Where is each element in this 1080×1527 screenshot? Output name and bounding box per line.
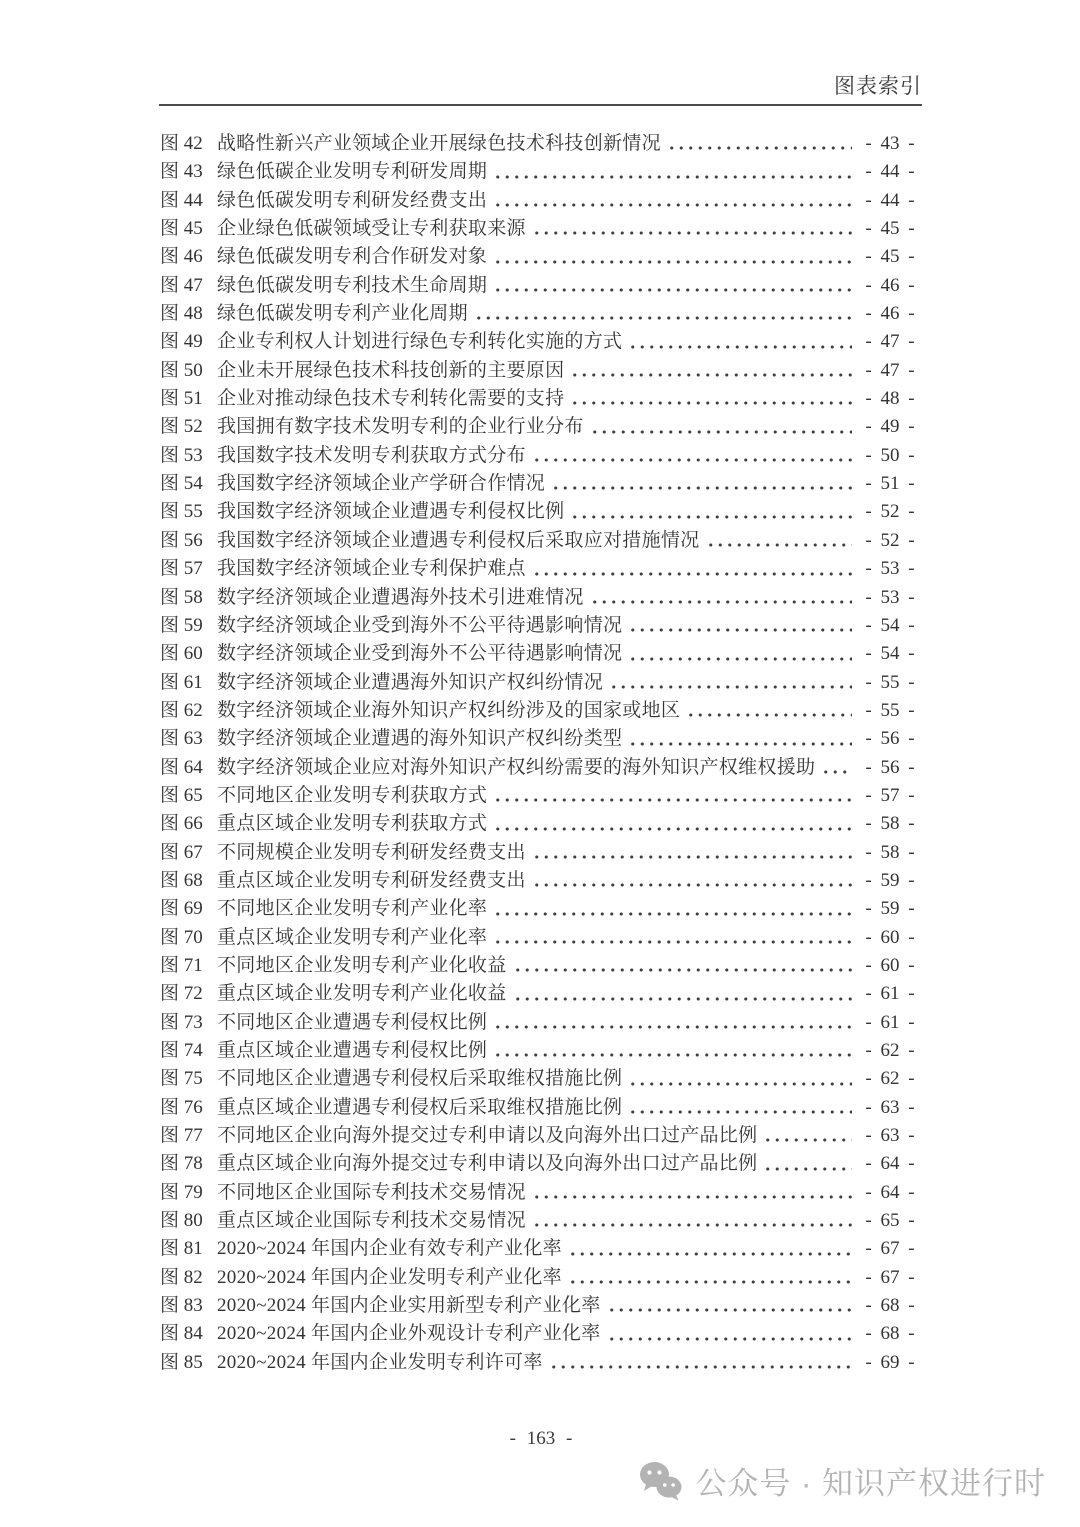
dot-leader	[625, 612, 852, 640]
figure-title: 不同地区企业国际专利技术交易情况	[217, 1181, 526, 1203]
toc-entry	[160, 980, 922, 1008]
page-number: - 48 -	[865, 388, 915, 410]
figure-number: 图 46	[160, 246, 203, 268]
figure-number: 图 78	[160, 1153, 203, 1175]
toc-entry	[160, 243, 922, 271]
figure-number: 图 59	[160, 614, 203, 636]
figure-number: 图 66	[160, 813, 203, 835]
dot-leader	[760, 1122, 852, 1150]
toc-entry	[160, 357, 922, 385]
figure-index-list	[160, 130, 922, 1377]
toc-entry	[160, 300, 922, 328]
dot-leader	[490, 187, 852, 215]
page-title: 图表索引	[834, 74, 922, 98]
dot-leader	[604, 1292, 852, 1320]
dot-leader	[548, 470, 852, 498]
toc-entry	[160, 669, 922, 697]
toc-entry	[160, 697, 922, 725]
dot-leader	[529, 215, 852, 243]
figure-title: 我国拥有数字技术发明专利的企业行业分布	[217, 416, 584, 438]
figure-number: 图 48	[160, 303, 203, 325]
figure-number: 图 54	[160, 473, 203, 495]
page-number: - 63 -	[865, 1125, 915, 1147]
figure-title: 企业未开展绿色技术科技创新的主要原因	[217, 359, 565, 381]
page-number: - 56 -	[865, 728, 915, 750]
figure-title: 重点区域企业向海外提交过专利申请以及向海外出口过产品比例	[217, 1153, 758, 1175]
figure-number: 图 80	[160, 1210, 203, 1232]
figure-number: 图 65	[160, 784, 203, 806]
figure-number: 图 72	[160, 983, 203, 1005]
figure-title: 数字经济领域企业遭遇的海外知识产权纠纷类型	[217, 728, 623, 750]
figure-title: 我国数字经济领域企业遭遇专利侵权比例	[217, 501, 565, 523]
dot-leader	[510, 980, 852, 1008]
figure-number: 图 76	[160, 1096, 203, 1118]
page-number: - 61 -	[865, 1011, 915, 1033]
figure-title: 重点区域企业国际专利技术交易情况	[217, 1210, 526, 1232]
page-number: - 58 -	[865, 813, 915, 835]
figure-number: 图 73	[160, 1011, 203, 1033]
toc-entry	[160, 782, 922, 810]
dot-leader	[565, 1264, 852, 1292]
toc-entry	[160, 215, 922, 243]
figure-number: 图 64	[160, 756, 203, 778]
figure-number: 图 51	[160, 388, 203, 410]
dot-leader	[625, 725, 852, 753]
dot-leader	[818, 754, 852, 782]
page-number: - 44 -	[865, 161, 915, 183]
dot-leader	[490, 895, 852, 923]
figure-title: 2020~2024 年国内企业发明专利许可率	[217, 1351, 543, 1373]
page-number: - 64 -	[865, 1153, 915, 1175]
toc-entry	[160, 158, 922, 186]
figure-number: 图 69	[160, 898, 203, 920]
figure-number: 图 57	[160, 558, 203, 580]
figure-title: 绿色低碳企业发明专利研发周期	[217, 161, 488, 183]
toc-entry	[160, 1009, 922, 1037]
toc-entry	[160, 867, 922, 895]
figure-number: 图 68	[160, 869, 203, 891]
page-number: - 54 -	[865, 614, 915, 636]
figure-number: 图 62	[160, 699, 203, 721]
figure-title: 绿色低碳发明专利合作研发对象	[217, 246, 488, 268]
figure-number: 图 75	[160, 1068, 203, 1090]
page-number: - 67 -	[865, 1266, 915, 1288]
dot-leader	[490, 158, 852, 186]
page-number: - 47 -	[865, 331, 915, 353]
figure-number: 图 67	[160, 841, 203, 863]
page-number: - 51 -	[865, 473, 915, 495]
page-number: - 46 -	[865, 303, 915, 325]
figure-title: 企业专利权人计划进行绿色专利转化实施的方式	[217, 331, 623, 353]
figure-title: 企业对推动绿色技术专利转化需要的支持	[217, 388, 565, 410]
figure-number: 图 81	[160, 1238, 203, 1260]
toc-entry	[160, 1037, 922, 1065]
watermark-text: 公众号 · 知识产权进行时	[695, 1466, 1046, 1501]
dot-leader	[490, 1009, 852, 1037]
figure-title: 不同规模企业发明专利研发经费支出	[217, 841, 526, 863]
page-number: - 59 -	[865, 898, 915, 920]
toc-entry	[160, 1179, 922, 1207]
dot-leader	[529, 1207, 852, 1235]
figure-title: 不同地区企业发明专利产业化率	[217, 898, 488, 920]
dot-leader	[567, 498, 852, 526]
figure-title: 不同地区企业向海外提交过专利申请以及向海外出口过产品比例	[217, 1125, 758, 1147]
page-number: - 62 -	[865, 1068, 915, 1090]
dot-leader	[760, 1150, 852, 1178]
page-number: - 52 -	[865, 501, 915, 523]
figure-title: 绿色低碳发明专利产业化周期	[217, 303, 468, 325]
page-number: - 54 -	[865, 643, 915, 665]
figure-title: 不同地区企业遭遇专利侵权比例	[217, 1011, 488, 1033]
figure-number: 图 44	[160, 189, 203, 211]
figure-number: 图 60	[160, 643, 203, 665]
toc-entry	[160, 1094, 922, 1122]
dot-leader	[529, 555, 852, 583]
footer-page-number: - 163 -	[509, 1428, 573, 1449]
dot-leader	[529, 442, 852, 470]
figure-title: 战略性新兴产业领域企业开展绿色技术科技创新情况	[217, 133, 661, 154]
figure-number: 图 56	[160, 529, 203, 551]
figure-title: 绿色低碳发明专利研发经费支出	[217, 189, 488, 211]
watermark	[639, 1458, 1046, 1503]
dot-leader	[587, 413, 852, 441]
figure-title: 重点区域企业发明专利产业化收益	[217, 983, 507, 1005]
figure-number: 图 50	[160, 359, 203, 381]
dot-leader	[625, 640, 852, 668]
dot-leader	[471, 300, 852, 328]
page-number: - 50 -	[865, 444, 915, 466]
page-number: - 56 -	[865, 756, 915, 778]
figure-number: 图 79	[160, 1181, 203, 1203]
page-number: - 45 -	[865, 246, 915, 268]
figure-number: 图 45	[160, 218, 203, 240]
toc-entry	[160, 810, 922, 838]
dot-leader	[683, 697, 852, 725]
figure-title: 数字经济领域企业受到海外不公平待遇影响情况	[217, 614, 623, 636]
figure-title: 2020~2024 年国内企业有效专利产业化率	[217, 1238, 562, 1260]
toc-entry	[160, 328, 922, 356]
figure-title: 不同地区企业发明专利获取方式	[217, 784, 488, 806]
toc-entry	[160, 470, 922, 498]
figure-title: 我国数字技术发明专利获取方式分布	[217, 444, 526, 466]
figure-number: 图 71	[160, 954, 203, 976]
dot-leader	[529, 867, 852, 895]
figure-number: 图 52	[160, 416, 203, 438]
figure-title: 不同地区企业发明专利产业化收益	[217, 954, 507, 976]
dot-leader	[703, 527, 852, 555]
page-number: - 45 -	[865, 218, 915, 240]
figure-number: 图 42	[160, 133, 203, 154]
dot-leader	[567, 385, 852, 413]
figure-number: 图 43	[160, 161, 203, 183]
toc-entry	[160, 1235, 922, 1263]
page-number: - 65 -	[865, 1210, 915, 1232]
figure-title: 我国数字经济领域企业产学研合作情况	[217, 473, 546, 495]
dot-leader	[565, 1235, 852, 1263]
toc-entry	[160, 1122, 922, 1150]
figure-number: 图 74	[160, 1040, 203, 1061]
page-number: - 55 -	[865, 671, 915, 693]
figure-title: 数字经济领域企业受到海外不公平待遇影响情况	[217, 643, 623, 665]
page-number: - 49 -	[865, 416, 915, 438]
page-number: - 47 -	[865, 359, 915, 381]
figure-title: 我国数字经济领域企业遭遇专利侵权后采取应对措施情况	[217, 529, 700, 551]
toc-entry	[160, 1292, 922, 1320]
figure-number: 图 83	[160, 1295, 203, 1317]
figure-number: 图 61	[160, 671, 203, 693]
dot-leader	[546, 1349, 852, 1377]
figure-number: 图 58	[160, 586, 203, 608]
page-header	[159, 70, 922, 106]
dot-leader	[529, 839, 852, 867]
figure-title: 2020~2024 年国内企业外观设计专利产业化率	[217, 1323, 601, 1345]
toc-entry	[160, 1150, 922, 1178]
figure-number: 图 55	[160, 501, 203, 523]
figure-title: 不同地区企业遭遇专利侵权后采取维权措施比例	[217, 1068, 623, 1090]
toc-entry	[160, 1065, 922, 1093]
toc-entry	[160, 924, 922, 952]
figure-title: 重点区域企业发明专利产业化率	[217, 926, 488, 948]
page-number: - 67 -	[865, 1238, 915, 1260]
figure-number: 图 53	[160, 444, 203, 466]
figure-title: 数字经济领域企业遭遇海外技术引进难情况	[217, 586, 584, 608]
page-number: - 46 -	[865, 274, 915, 296]
toc-entry	[160, 725, 922, 753]
dot-leader	[567, 357, 852, 385]
page-number: - 57 -	[865, 784, 915, 806]
dot-leader	[490, 1037, 852, 1065]
toc-entry	[160, 1320, 922, 1348]
figure-number: 图 85	[160, 1351, 203, 1373]
page-number: - 58 -	[865, 841, 915, 863]
dot-leader	[625, 328, 852, 356]
figure-number: 图 70	[160, 926, 203, 948]
figure-title: 重点区域企业遭遇专利侵权后采取维权措施比例	[217, 1096, 623, 1118]
toc-entry	[160, 584, 922, 612]
page-number: - 53 -	[865, 558, 915, 580]
page-number: - 63 -	[865, 1096, 915, 1118]
figure-number: 图 82	[160, 1266, 203, 1288]
toc-entry	[160, 1349, 922, 1377]
toc-entry	[160, 187, 922, 215]
dot-leader	[490, 782, 852, 810]
toc-entry	[160, 555, 922, 583]
wechat-icon	[639, 1461, 683, 1501]
dot-leader	[490, 810, 852, 838]
toc-entry	[160, 527, 922, 555]
page-number: - 53 -	[865, 586, 915, 608]
figure-title: 重点区域企业发明专利获取方式	[217, 813, 488, 835]
dot-leader	[606, 669, 852, 697]
figure-title: 数字经济领域企业应对海外知识产权纠纷需要的海外知识产权维权援助	[217, 756, 816, 778]
page-number: - 43 -	[865, 133, 915, 154]
page-number: - 61 -	[865, 983, 915, 1005]
figure-number: 图 77	[160, 1125, 203, 1147]
page-number: - 60 -	[865, 954, 915, 976]
figure-title: 2020~2024 年国内企业发明专利产业化率	[217, 1266, 562, 1288]
toc-entry	[160, 498, 922, 526]
figure-title: 绿色低碳发明专利技术生命周期	[217, 274, 488, 296]
toc-entry	[160, 839, 922, 867]
toc-entry	[160, 1264, 922, 1292]
toc-entry	[160, 272, 922, 300]
dot-leader	[664, 130, 852, 158]
dot-leader	[490, 243, 852, 271]
toc-entry	[160, 754, 922, 782]
page-number: - 60 -	[865, 926, 915, 948]
figure-title: 重点区域企业遭遇专利侵权比例	[217, 1040, 488, 1061]
page-number: - 69 -	[865, 1351, 915, 1373]
figure-title: 数字经济领域企业海外知识产权纠纷涉及的国家或地区	[217, 699, 681, 721]
toc-entry	[160, 640, 922, 668]
toc-entry	[160, 952, 922, 980]
page-number: - 44 -	[865, 189, 915, 211]
page-number: - 62 -	[865, 1040, 915, 1061]
dot-leader	[490, 272, 852, 300]
toc-entry	[160, 130, 922, 158]
figure-title: 重点区域企业发明专利研发经费支出	[217, 869, 526, 891]
figure-number: 图 47	[160, 274, 203, 296]
toc-entry	[160, 413, 922, 441]
page-number: - 55 -	[865, 699, 915, 721]
figure-title: 企业绿色低碳领域受让专利获取来源	[217, 218, 526, 240]
dot-leader	[587, 584, 852, 612]
dot-leader	[625, 1065, 852, 1093]
page-number: - 64 -	[865, 1181, 915, 1203]
figure-number: 图 49	[160, 331, 203, 353]
figure-number: 图 63	[160, 728, 203, 750]
page-number: - 68 -	[865, 1323, 915, 1345]
dot-leader	[529, 1179, 852, 1207]
figure-title: 我国数字经济领域企业专利保护难点	[217, 558, 526, 580]
page-number: - 52 -	[865, 529, 915, 551]
dot-leader	[490, 924, 852, 952]
figure-title: 2020~2024 年国内企业实用新型专利产业化率	[217, 1295, 601, 1317]
page-number: - 68 -	[865, 1295, 915, 1317]
toc-entry	[160, 385, 922, 413]
page-number: - 59 -	[865, 869, 915, 891]
toc-entry	[160, 895, 922, 923]
figure-number: 图 84	[160, 1323, 203, 1345]
figure-title: 数字经济领域企业遭遇海外知识产权纠纷情况	[217, 671, 604, 693]
dot-leader	[604, 1320, 852, 1348]
toc-entry	[160, 612, 922, 640]
toc-entry	[160, 442, 922, 470]
dot-leader	[510, 952, 852, 980]
toc-entry	[160, 1207, 922, 1235]
dot-leader	[625, 1094, 852, 1122]
